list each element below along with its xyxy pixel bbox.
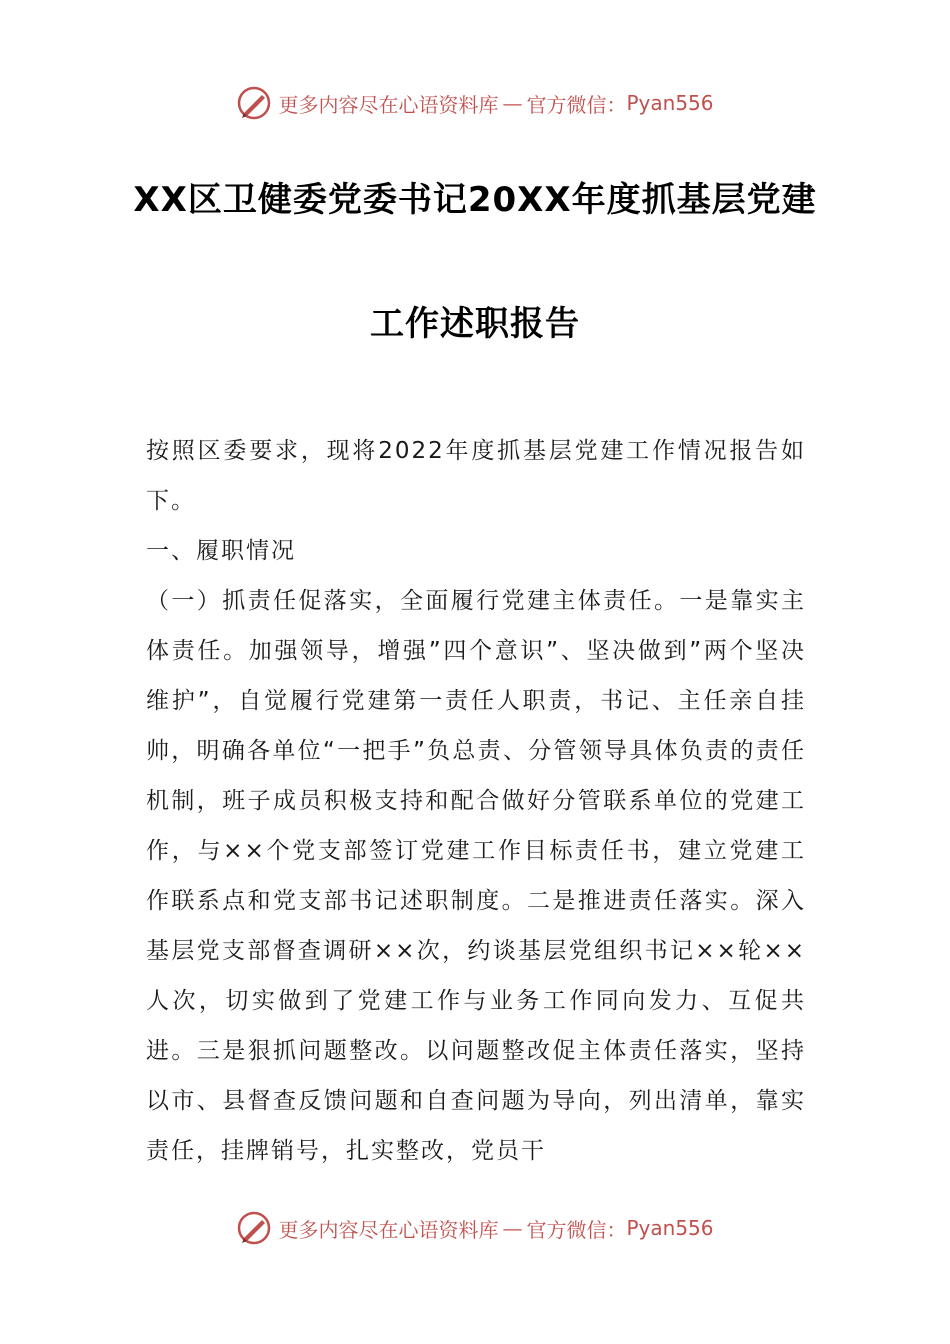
banner-wechat-id: Pyan556	[626, 1216, 714, 1240]
banner-label: 官方微信：	[526, 1217, 627, 1242]
pen-logo-icon	[236, 1210, 272, 1246]
banner-label: 官方微信：	[526, 92, 627, 117]
document-title-line-1: XX区卫健委党委书记20XX年度抓基层党建	[133, 180, 817, 220]
banner-dash: —	[502, 1216, 523, 1240]
header-watermark-banner	[0, 83, 950, 123]
banner-dash: —	[502, 91, 523, 115]
document-body	[146, 426, 806, 1176]
body-paragraph: （一）抓责任促落实，全面履行党建主体责任。一是靠实主体责任。加强领导，增强”四个意识”、坚决做到”两个坚决维护”，自觉履行党建第一责任人职责，书记、主任亲自挂帅，明确各单位“一把手”负总责、分管领导具体负责的责任机制，班子成员积极支持和配合做好分管联系单位的党建工作，与××个党支部签订党建工作目标责任书，建立党建工作联系点和党支部书记述职制度。二是推进责任落实。深入基层党支部督查调研××次，约谈基层党组织书记××轮××人次，切实做到了党建工作与业务工作同向发力、互促共进。三是狠抓问题整改。以问题整改促主体责任落实，坚持以市、县督查反馈问题和自查问题为导向，列出清单，靠实责任，挂牌销号，扎实整改，党员干	[146, 588, 806, 1164]
pen-logo-icon	[236, 85, 272, 121]
banner-text: 更多内容尽在心语资料库	[278, 92, 499, 117]
banner-wechat-id: Pyan556	[626, 91, 714, 115]
section-heading: 一、履职情况	[146, 538, 296, 564]
document-title-line-2: 工作述职报告	[370, 304, 580, 344]
banner-text: 更多内容尽在心语资料库	[278, 1217, 499, 1242]
intro-paragraph: 按照区委要求，现将2022年度抓基层党建工作情况报告如下。	[146, 438, 806, 514]
footer-watermark-banner	[0, 1208, 950, 1248]
